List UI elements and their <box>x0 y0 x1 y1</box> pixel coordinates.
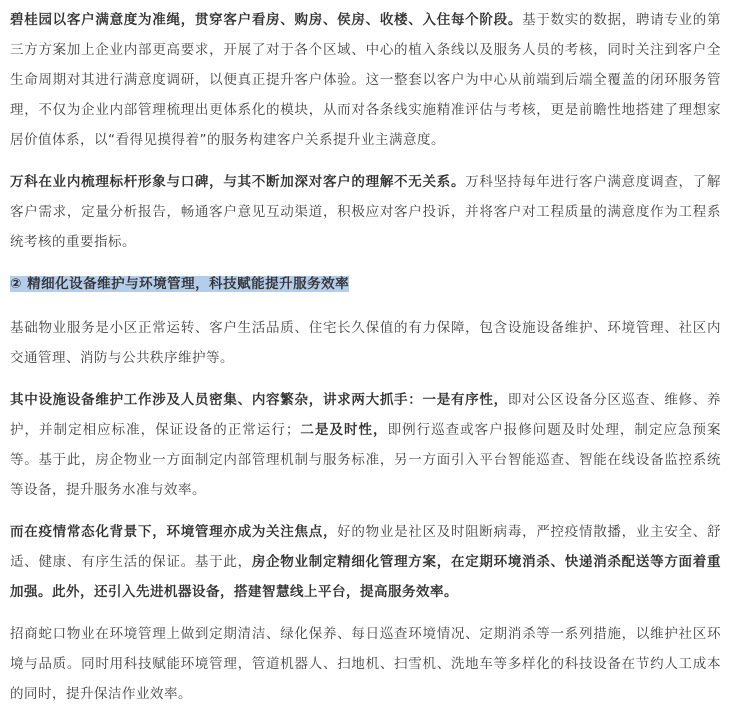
paragraph-environment <box>10 517 721 607</box>
paragraph-equipment <box>10 385 721 505</box>
paragraph-text: 即例行巡查或客户报修问题及时处理，制定应急预案等。基于此，房企物业一方面制定内部管理机制与服务标准，另一方面引入平台智能巡查、智能在线设备监控系统等设备，提升服务水准与效率。 <box>10 422 722 498</box>
paragraph-text: 即对公区设备分区巡查、维修、养护，并制定相应标准，保证设备的正常运行； <box>10 392 722 438</box>
paragraph-country-garden <box>10 5 721 155</box>
paragraph-emphasis: 房企物业制定精细化管理方案，在定期环境消杀、快递消杀配送等方面着重加强。此外，还引入先进机器设备，搭建智慧线上平台，提高服务效率。 <box>10 554 722 600</box>
section-heading-text: ② 精细化设备维护与环境管理，科技赋能提升服务效率 <box>10 276 350 292</box>
paragraph-text: 万科坚持每年进行客户满意度调查，了解客户需求，定量分析报告，畅通客户意见互动渠道，积极应对客户投诉，并将客户对工程质量的满意度作为工程系统考核的重要指标。 <box>10 174 722 250</box>
paragraph-basic-service <box>10 313 721 373</box>
paragraph-vanke <box>10 167 721 257</box>
paragraph-emphasis: 二是及时性， <box>299 422 388 438</box>
paragraph-lead: 而在疫情常态化背景下，环境管理亦成为关注焦点， <box>10 524 338 540</box>
paragraph-text: 基础物业服务是小区正常运转、客户生活品质、住宅长久保值的有力保障，包含设施设备维护、环境管理、社区内交通管理、消防与公共秩序维护等。 <box>10 320 721 366</box>
paragraph-lead: 碧桂园以客户满意度为准绳，贯穿客户看房、购房、侯房、收楼、入住每个阶段。 <box>10 12 523 28</box>
paragraph-text: 基于数实的数据，聘请专业的第三方方案加上企业内部更高要求，开展了对于各个区域、中心的植入条线以及服务人员的考核，同时关注到客户全生命周期对其进行满意度调研，以便真正提升客户体验。这一整套以客户为中心从前端到后端全覆盖的闭环服务管理，不仅为企业内部管理梳理出更体系化的模块，从而对各条线实施精准评估与考核，更是前瞻性地搭建了理想家居价值体系，以“看得见摸得着”的服务构建客户关系提升业主满意度。 <box>10 12 722 148</box>
paragraph-text: 好的物业是社区及时阻断病毒，严控疫情散播，业主安全、舒适、健康、有序生活的保证。基于此， <box>10 524 722 570</box>
section-heading <box>10 269 721 299</box>
paragraph-text: 招商蛇口物业在环境管理上做到定期清洁、绿化保养、每日巡查环境情况、定期消杀等一系列措施，以维护社区环境与品质。同时用科技赋能环境管理，管道机器人、扫地机、扫雪机、洗地车等多样化的科技设备在节约人工成本的同时，提升保洁作业效率。 <box>10 626 721 702</box>
paragraph-lead: 万科在业内梳理标杆形象与口碑，与其不断加深对客户的理解不无关系。 <box>10 174 466 190</box>
paragraph-china-merchants <box>10 619 721 709</box>
paragraph-lead: 其中设施设备维护工作涉及人员密集、内容繁杂，讲求两大抓手：一是有序性， <box>10 392 508 408</box>
